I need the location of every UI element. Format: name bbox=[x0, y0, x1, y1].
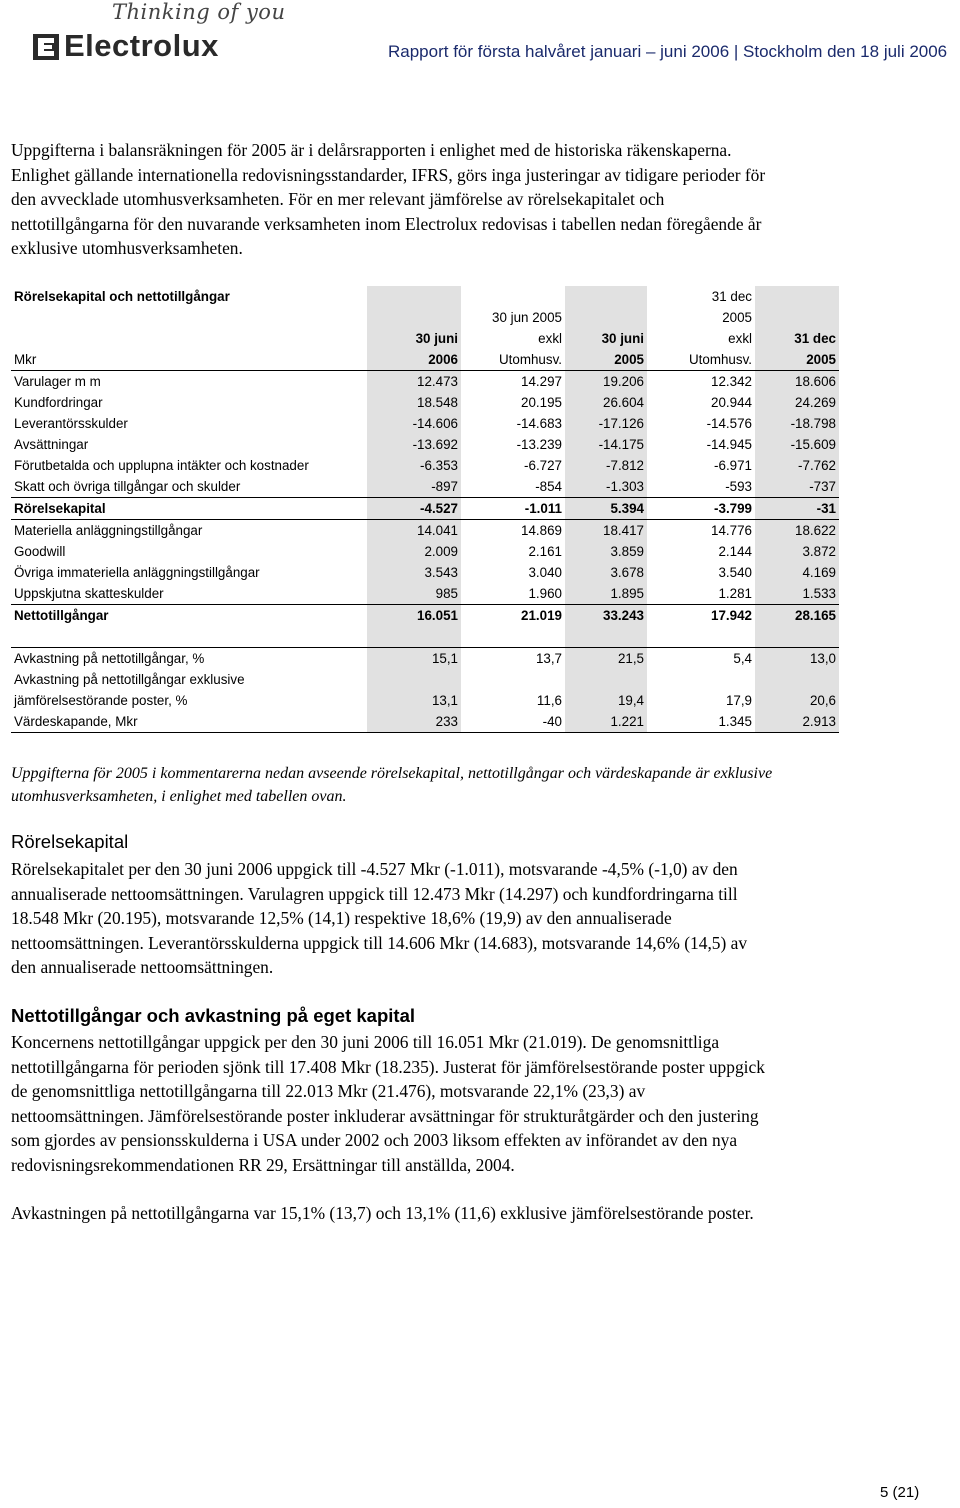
row-label: Leverantörsskulder bbox=[14, 416, 128, 431]
cell-value: 1.221 bbox=[565, 711, 647, 733]
cell-value: 31 dec bbox=[711, 289, 752, 304]
net-assets-paragraph: Koncernens nettotillgångar uppgick per den 30 juni 2006 till 16.051 Mkr (21.019). De genomsnittliga nettotillgångarna för perioden sjönk till 17.408 Mkr (18.235). Justerat för jämförelsestörande poster uppgick de genomsnittliga nettotillgångarna till 22.013 Mkr (21.476), motsvarande 22,1% (23,3) av nettoomsättningen. Jämförelsestörande poster inkluderar avsättningar för strukturåtgärder och den justering som gjordes av pensionsskulderna i USA under 2002 och 2003 liksom effekten av införandet av den nya redovisningsrekommendationen RR 29, Ersättningar till anställda, 2004. bbox=[11, 1032, 765, 1175]
cell-value: -31 bbox=[755, 498, 839, 520]
intro-paragraph: Uppgifterna i balansräkningen för 2005 är i delårsrapporten i enlighet med de historiska räkenskaperna. Enlighet gällande internationella redovisningsstandarder, IFRS, görs inga justeringar av tidigare perioder för den avvecklade utomhusverksamheten. För en mer relevant jämförelse av rörelsekapitalet och nettotillgångarna för den nuvarande verksamheten inom Electrolux redovisas i tabellen nedan föregående år exklusive utomhusverksamheten. bbox=[11, 140, 766, 258]
row-label: Avkastning på nettotillgångar exklusive bbox=[14, 672, 245, 687]
table-row bbox=[11, 371, 839, 393]
row-label: Goodwill bbox=[14, 544, 66, 559]
row-label: Övriga immateriella anläggningstillgångar bbox=[14, 565, 260, 580]
table-row bbox=[11, 455, 839, 476]
cell-value: 985 bbox=[367, 583, 461, 605]
cell-value: -15.609 bbox=[755, 434, 839, 455]
cell-value: 18.622 bbox=[755, 520, 839, 542]
row-label: Varulager m m bbox=[14, 374, 101, 389]
cell-value bbox=[461, 626, 565, 648]
cell-value: -7.762 bbox=[755, 455, 839, 476]
cell-value: -14.945 bbox=[706, 437, 752, 452]
total-row-net-assets bbox=[11, 605, 839, 627]
row-label: Rörelsekapital bbox=[11, 498, 367, 520]
kpi-row bbox=[11, 711, 839, 733]
row-label: Kundfordringar bbox=[14, 395, 103, 410]
row-label: Förutbetalda och upplupna intäkter och kostnader bbox=[14, 458, 309, 473]
cell-value: 2005 bbox=[755, 349, 839, 371]
page-number: 5 (21) bbox=[880, 1484, 920, 1501]
row-label: Nettotillgångar bbox=[14, 608, 109, 623]
cell-value: 3.040 bbox=[528, 565, 562, 580]
return-paragraph: Avkastningen på nettotillgångarna var 15,1% (13,7) och 13,1% (11,6) exklusive jämförelsestörande poster. bbox=[11, 1203, 754, 1223]
cell-value: 14.041 bbox=[367, 520, 461, 542]
cell-value: 30 juni bbox=[367, 328, 461, 349]
cell-value: -4.527 bbox=[367, 498, 461, 520]
cell-value: 2.161 bbox=[528, 544, 562, 559]
cell-value: exkl bbox=[538, 331, 562, 346]
kpi-row bbox=[11, 690, 839, 711]
cell-value: 17,9 bbox=[725, 693, 752, 708]
cell-value bbox=[367, 626, 461, 648]
kpi-row bbox=[11, 669, 839, 690]
cell-value bbox=[461, 286, 565, 307]
cell-value: 1.281 bbox=[647, 583, 755, 605]
section-heading-working-capital: Rörelsekapital bbox=[11, 831, 129, 852]
row-label: jämförelsestörande poster, % bbox=[14, 693, 188, 708]
cell-value: 12.342 bbox=[711, 374, 752, 389]
cell-value: 3.678 bbox=[565, 562, 647, 583]
cell-value: Utomhusv. bbox=[461, 349, 565, 371]
cell-value bbox=[461, 669, 565, 690]
cell-value: 14.776 bbox=[711, 523, 752, 538]
cell-value: 2005 bbox=[565, 349, 647, 371]
cell-value: 2005 bbox=[722, 310, 752, 325]
cell-value: 24.269 bbox=[755, 392, 839, 413]
row-label: Värdeskapande, Mkr bbox=[11, 711, 367, 733]
cell-value: -14.576 bbox=[706, 416, 752, 431]
cell-value: 26.604 bbox=[565, 392, 647, 413]
table-row bbox=[11, 392, 839, 413]
row-label: Uppskjutna skatteskulder bbox=[11, 583, 367, 605]
cell-value bbox=[367, 286, 461, 307]
cell-value: 2.009 bbox=[367, 541, 461, 562]
cell-value: 233 bbox=[367, 711, 461, 733]
cell-value: 12.473 bbox=[367, 371, 461, 393]
header-row bbox=[11, 349, 839, 371]
cell-value: -3.799 bbox=[647, 498, 755, 520]
cell-value: 20,6 bbox=[755, 690, 839, 711]
cell-value: -18.798 bbox=[755, 413, 839, 434]
cell-value: 28.165 bbox=[755, 605, 839, 627]
electrolux-logo-icon bbox=[33, 34, 59, 60]
cell-value: -13.239 bbox=[516, 437, 562, 452]
cell-value bbox=[755, 286, 839, 307]
cell-value bbox=[647, 669, 755, 690]
header-row bbox=[11, 286, 839, 307]
cell-value bbox=[755, 669, 839, 690]
cell-value: -6.353 bbox=[367, 455, 461, 476]
cell-value: 1.345 bbox=[647, 711, 755, 733]
cell-value: 2006 bbox=[367, 349, 461, 371]
cell-value: -40 bbox=[461, 711, 565, 733]
cell-value: 1.895 bbox=[565, 583, 647, 605]
page-header bbox=[0, 0, 960, 70]
header-row bbox=[11, 328, 839, 349]
table-row bbox=[11, 434, 839, 455]
table-row bbox=[11, 583, 839, 605]
cell-value: 30 juni bbox=[565, 328, 647, 349]
cell-value bbox=[565, 286, 647, 307]
header-row bbox=[11, 307, 839, 328]
cell-value: 31 dec bbox=[755, 328, 839, 349]
cell-value: -6.971 bbox=[714, 458, 752, 473]
row-label bbox=[11, 307, 367, 328]
cell-value: -14.175 bbox=[565, 434, 647, 455]
row-label: Avsättningar bbox=[14, 437, 89, 452]
cell-value: 13,0 bbox=[755, 648, 839, 670]
cell-value: 21,5 bbox=[565, 648, 647, 670]
cell-value: Utomhusv. bbox=[647, 349, 755, 371]
cell-value: 2.144 bbox=[718, 544, 752, 559]
cell-value bbox=[755, 307, 839, 328]
row-label: Rörelsekapital och nettotillgångar bbox=[14, 289, 230, 304]
cell-value: 18.417 bbox=[565, 520, 647, 542]
table-row bbox=[11, 562, 839, 583]
cell-value: -593 bbox=[647, 476, 755, 498]
cell-value: 14.869 bbox=[521, 523, 562, 538]
cell-value: 11,6 bbox=[536, 693, 562, 708]
cell-value: -14.683 bbox=[516, 416, 562, 431]
cell-value: -14.606 bbox=[367, 413, 461, 434]
cell-value: 15,1 bbox=[367, 648, 461, 670]
table-row bbox=[11, 520, 839, 542]
cell-value: 3.872 bbox=[755, 541, 839, 562]
cell-value: 16.051 bbox=[367, 605, 461, 627]
note-paragraph: Uppgifterna för 2005 i kommentarerna nedan avseende rörelsekapital, nettotillgångar och värdeskapande är exklusive utomhusverksamheten, i enlighet med tabellen ovan. bbox=[11, 765, 773, 805]
cell-value: 13,1 bbox=[367, 690, 461, 711]
cell-value: 21.019 bbox=[521, 608, 562, 623]
kpi-row bbox=[11, 648, 839, 670]
cell-value: -737 bbox=[755, 476, 839, 498]
row-label: Materiella anläggningstillgångar bbox=[14, 523, 203, 538]
section-heading-net-assets: Nettotillgångar och avkastning på eget kapital bbox=[11, 1005, 416, 1026]
cell-value: 13,7 bbox=[535, 651, 562, 666]
row-label: Mkr bbox=[11, 349, 367, 371]
cell-value bbox=[367, 307, 461, 328]
cell-value: 17.942 bbox=[711, 608, 752, 623]
row-label bbox=[11, 626, 367, 648]
cell-value: 1.960 bbox=[461, 583, 565, 605]
cell-value bbox=[565, 626, 647, 648]
cell-value: 20.195 bbox=[521, 395, 562, 410]
cell-value: -17.126 bbox=[565, 413, 647, 434]
cell-value: 3.540 bbox=[718, 565, 752, 580]
row-label bbox=[11, 328, 367, 349]
cell-value bbox=[367, 669, 461, 690]
cell-value: 5.394 bbox=[565, 498, 647, 520]
cell-value: -1.011 bbox=[461, 498, 565, 520]
table-row bbox=[11, 413, 839, 434]
cell-value: 1.533 bbox=[755, 583, 839, 605]
spacer-row bbox=[11, 626, 839, 648]
tagline: Thinking of you bbox=[112, 0, 286, 24]
cell-value: 5,4 bbox=[733, 651, 752, 666]
cell-value bbox=[755, 626, 839, 648]
cell-value: 4.169 bbox=[755, 562, 839, 583]
cell-value: 18.548 bbox=[367, 392, 461, 413]
cell-value: 18.606 bbox=[755, 371, 839, 393]
working-capital-paragraph: Rörelsekapitalet per den 30 juni 2006 uppgick till -4.527 Mkr (-1.011), motsvarande -4,5% (-1,0) av den annualiserade nettoomsättningen. Varulagren uppgick till 12.473 Mkr (14.297) och kundfordringarna till 18.548 Mkr (20.195), motsvarande 12,5% (14,1) respektive 18,6% (19,9) av den annualiserade nettoomsättningen. Leverantörsskulderna uppgick till 14.606 Mkr (14.683), motsvarande 14,6% (14,5) av den annualiserade nettoomsättningen. bbox=[11, 859, 748, 977]
cell-value: -7.812 bbox=[565, 455, 647, 476]
cell-value: 3.859 bbox=[565, 541, 647, 562]
working-capital-table bbox=[11, 286, 839, 733]
cell-value: -854 bbox=[461, 476, 565, 498]
row-label: Avkastning på nettotillgångar, % bbox=[14, 651, 205, 666]
table-row bbox=[11, 476, 839, 498]
logo-wordmark: Electrolux bbox=[64, 28, 219, 63]
cell-value: -1.303 bbox=[565, 476, 647, 498]
cell-value bbox=[565, 669, 647, 690]
cell-value: 14.297 bbox=[521, 374, 562, 389]
total-row-working-capital bbox=[11, 498, 839, 520]
cell-value: 20.944 bbox=[711, 395, 752, 410]
cell-value: 2.913 bbox=[755, 711, 839, 733]
cell-value: 19,4 bbox=[565, 690, 647, 711]
row-label: Skatt och övriga tillgångar och skulder bbox=[11, 476, 367, 498]
cell-value bbox=[647, 626, 755, 648]
cell-value: -13.692 bbox=[367, 434, 461, 455]
cell-value: 19.206 bbox=[565, 371, 647, 393]
cell-value bbox=[565, 307, 647, 328]
report-title: Rapport för första halvåret januari – juni 2006 | Stockholm den 18 juli 2006 bbox=[388, 42, 948, 61]
cell-value: 3.543 bbox=[367, 562, 461, 583]
table-row bbox=[11, 541, 839, 562]
cell-value: exkl bbox=[728, 331, 752, 346]
cell-value: -6.727 bbox=[524, 458, 562, 473]
cell-value: 30 jun 2005 bbox=[492, 310, 562, 325]
cell-value: 33.243 bbox=[565, 605, 647, 627]
cell-value: -897 bbox=[367, 476, 461, 498]
